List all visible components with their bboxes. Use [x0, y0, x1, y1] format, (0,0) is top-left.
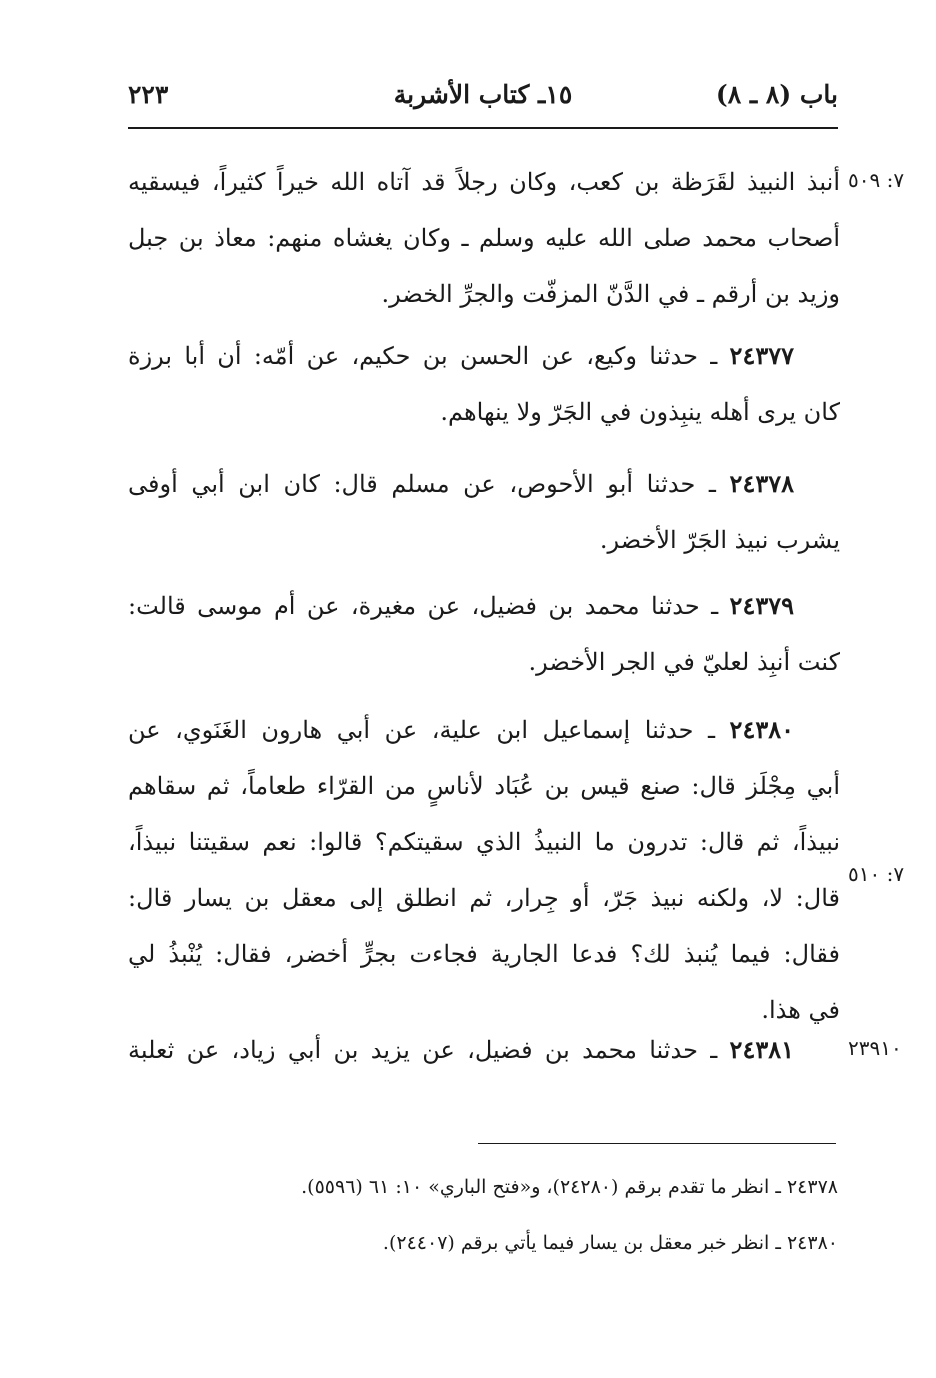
margin-reference: ٧: ٥١٠ — [848, 862, 905, 886]
paragraph-1 — [128, 154, 840, 322]
footnote: ٢٤٣٧٨ ـ انظر ما تقدم برقم (٢٤٢٨٠)، و«فتح الباري» ١٠: ٦١ (٥٥٩٦). — [301, 1176, 838, 1198]
text-segment: ـ حدثنا إسماعيل ابن علية، عن أبي هارون الغَنَوي، عن — [128, 716, 715, 744]
hadith-24378 — [128, 456, 840, 568]
text-line: نبيذاً، ثم قال: تدرون ما النبيذُ الذي سقيتكم؟ قالوا: نعم سقيتنا نبيذاً، — [128, 828, 840, 856]
hadith-number: ٢٤٣٧٩ — [729, 591, 794, 620]
text-segment: ـ حدثنا أبو الأحوص، عن مسلم قال: كان ابن أبي أوفى — [128, 470, 716, 498]
hadith-number: ٢٤٣٨٠ — [729, 715, 794, 744]
text-line: كان يرى أهله ينبِذون في الجَرّ ولا ينهاهم. — [440, 398, 840, 426]
text-line: فقال: فيما يُنبذ لك؟ فدعا الجارية فجاءت بجرٍّ أخضر، فقال: يُنْبذُ لي — [128, 940, 840, 968]
text-line: قال: لا، ولكنه نبيذ جَرّ، أو جِرار، ثم انطلق إلى معقل بن يسار قال: — [128, 884, 840, 912]
book-title: ١٥ـ كتاب الأشربة — [393, 80, 573, 109]
text-line — [128, 702, 840, 758]
page-number: ٢٢٣ — [128, 80, 169, 109]
text-segment: ـ حدثنا وكيع، عن الحسن بن حكيم، عن أمّه: أن أبا برزة — [128, 342, 718, 370]
text-line — [128, 456, 840, 512]
margin-reference: ٧: ٥٠٩ — [848, 168, 905, 192]
footnote: ٢٤٣٨٠ ـ انظر خبر معقل بن يسار فيما يأتي برقم (٢٤٤٠٧). — [382, 1232, 838, 1254]
text-line — [128, 578, 840, 634]
header-rule — [128, 127, 838, 129]
running-header — [128, 80, 838, 124]
text-line: كنت أنبِذ لعليّ في الجر الأخضر. — [528, 648, 840, 676]
text-line: أصحاب محمد صلى الله عليه وسلم ـ وكان يغشاه منهم: معاذ بن جبل — [128, 224, 840, 252]
hadith-24377 — [128, 328, 840, 440]
text-line: يشرب نبيذ الجَرّ الأخضر. — [599, 526, 840, 554]
text-line — [128, 1022, 840, 1078]
hadith-number: ٢٤٣٧٧ — [729, 341, 794, 370]
text-segment: ـ حدثنا محمد بن فضيل، عن يزيد بن أبي زياد، عن ثعلبة — [128, 1036, 718, 1064]
text-line: أبي مِجْلَز قال: صنع قيس بن عُبَاد لأناسٍ من القرّاء طعاماً، ثم سقاهم — [128, 772, 840, 800]
hadith-number: ٢٤٣٨١ — [729, 1035, 794, 1064]
hadith-24381 — [128, 1022, 840, 1078]
hadith-24380 — [128, 702, 840, 1038]
text-line: وزيد بن أرقم ـ في الدَّنّ المزفّت والجرِّ الخضر. — [381, 280, 840, 308]
hadith-number: ٢٤٣٧٨ — [729, 469, 794, 498]
text-line — [128, 328, 840, 384]
footnote-rule — [478, 1143, 836, 1144]
chapter-heading: باب (٨ ـ ٨) — [715, 80, 838, 109]
text-segment: ـ حدثنا محمد بن فضيل، عن مغيرة، عن أم موسى قالت: — [128, 592, 719, 620]
text-line: في هذا. — [761, 996, 840, 1024]
text-line: أنبذ النبيذ لقَرَظة بن كعب، وكان رجلاً قد آتاه الله خيراً كثيراً، فيسقيه — [128, 168, 840, 196]
margin-reference: ٢٣٩١٠ — [848, 1036, 902, 1060]
hadith-24379 — [128, 578, 840, 690]
